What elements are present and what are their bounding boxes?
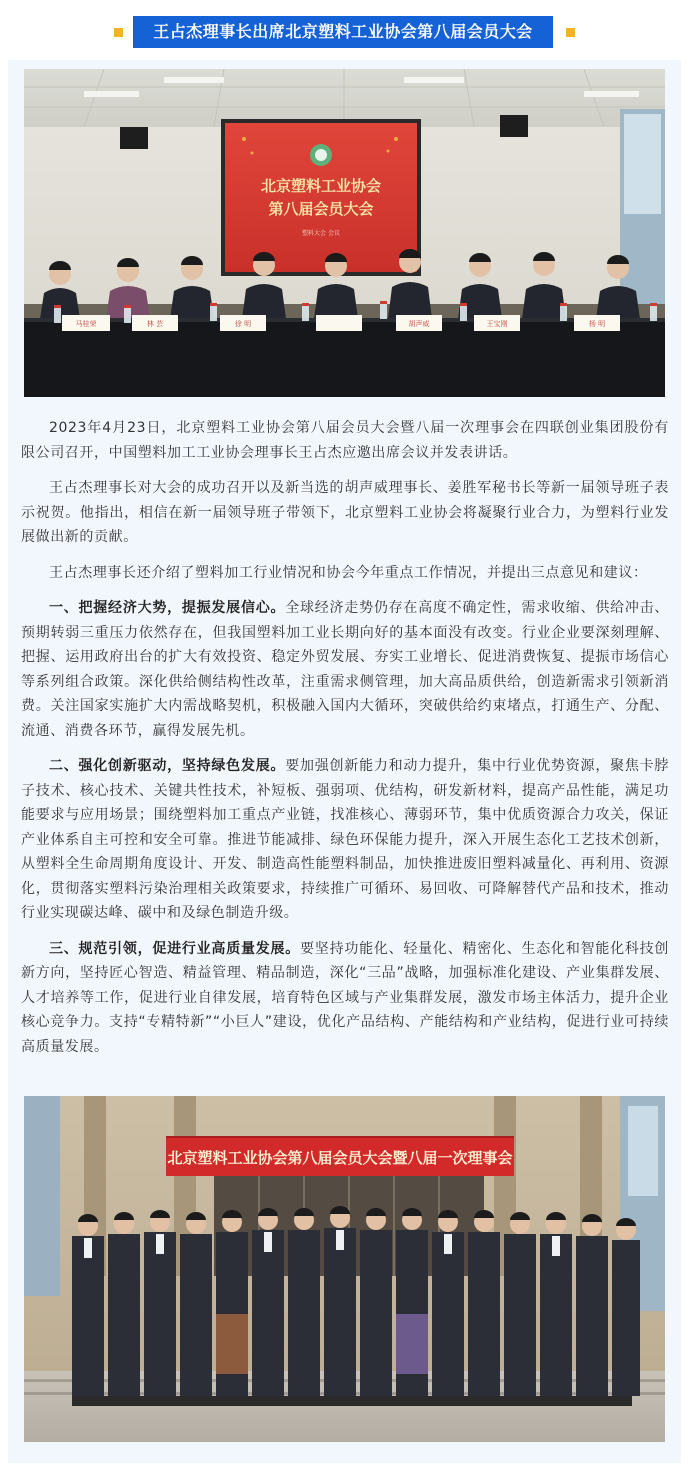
title-bar — [0, 0, 689, 64]
nameplate-3: 徐 明 — [234, 320, 252, 328]
meeting-photo-illustration — [24, 69, 665, 397]
page-title: 王占杰理事长出席北京塑料工业协会第八届会员大会 — [133, 16, 553, 48]
title-left-square — [114, 28, 123, 37]
nameplate-2: 林 芸 — [146, 320, 164, 328]
paragraph-3: 王占杰理事长还介绍了塑料加工行业情况和协会今年重点工作情况，并提出三点意见和建议： — [49, 564, 648, 581]
paragraph-6 — [21, 937, 669, 1060]
group-photo-illustration — [24, 1096, 665, 1442]
banner-text: 北京塑料工业协会第八届会员大会暨八届一次理事会 — [167, 1149, 513, 1167]
nameplate-4: 胡声威 — [408, 320, 430, 328]
group-people — [72, 1206, 640, 1406]
group-photo[interactable] — [24, 1096, 665, 1442]
paragraph-2: 王占杰理事长对大会的成功召开以及新当选的胡声威理事长、姜胜军秘书长等新一届领导班子表示祝贺。他指出，相信在新一届领导班子带领下，北京塑料工业协会将凝聚行业合力，为塑料行业发展做出新的贡献。 — [21, 480, 669, 545]
nameplate-6: 杨 明 — [588, 320, 606, 328]
meeting-photo[interactable] — [24, 69, 665, 397]
paragraph-4-heading: 一、把握经济大势，提振发展信心。 — [49, 600, 286, 616]
title-right-square — [566, 28, 575, 37]
screen-title-line1: 北京塑料工业协会 — [260, 177, 382, 195]
paragraph-6-body: 要坚持功能化、轻量化、精密化、生态化和智能化科技创新方向，坚持匠心智造、精益管理、精品制造，深化“三品”战略，加强标准化建设、产业集群发展、人才培养等工作，促进行业自律发展，培育特色区域与产业集群发展，激发市场主体活力，提升企业核心竞争力。支持“专精特新”“小巨人”建设，优化产品结构、产能结构和产业结构，促进行业可持续高质量发展。 — [21, 940, 670, 1055]
paragraph-4 — [21, 596, 669, 743]
screen-title-line2: 第八届会员大会 — [268, 200, 374, 218]
paragraph-5-body: 要加强创新能力和动力提升，集中行业优势资源，聚焦卡脖子技术、核心技术、关键共性技术，补短板、强弱项、优结构，研发新材料，提高产品性能，满足功能要求与应用场景；围绕塑料加工重点产业链，找准核心、薄弱环节，集中优质资源合力攻关，保证产业体系自主可控和安全可靠。推进节能减排、绿色环保能力提升，深入开展生态化工艺技术创新，从塑料全生命周期角度设计、开发、制造高性能塑料制品，加快推进废旧塑料减量化、再利用、资源化，贯彻落实塑料污染治理相关政策要求，持续推广可循环、易回收、可降解替代产品和技术，推动行业实现碳达峰、碳中和及绿色制造升级。 — [21, 758, 669, 921]
paragraph-5-heading: 二、强化创新驱动，坚持绿色发展。 — [49, 758, 286, 774]
paragraph-5 — [21, 754, 669, 926]
paragraph-4-body: 全球经济走势仍存在高度不确定性，需求收缩、供给冲击、预期转弱三重压力依然存在，但我国塑料加工业长期向好的基本面没有改变。行业企业要深刻理解、把握、运用政府出台的扩大有效投资、稳定外贸发展、夯实工业增长、促进消费恢复、提振市场信心等系列组合政策。深化供给侧结构性改革，注重需求侧管理，加大高品质供给，创造新需求引领新消费。关注国家实施扩大内需战略契机，积极融入国内大循环，突破供给约束堵点，打通生产、分配、流通、消费各环节，赢得发展先机。 — [21, 600, 669, 739]
paragraph-1: 2023年4月23日，北京塑料工业协会第八届会员大会暨八届一次理事会在四联创业集团股份有限公司召开，中国塑料加工工业协会理事长王占杰应邀出席会议并发表讲话。 — [21, 420, 669, 461]
screen-small-text: 塑料大会 会议 — [302, 230, 340, 237]
article-body — [21, 416, 669, 1070]
nameplate-5: 王宝刚 — [486, 320, 508, 328]
nameplate-1: 马桂荣 — [75, 320, 97, 328]
paragraph-6-heading: 三、规范引领，促进行业高质量发展。 — [49, 940, 301, 957]
article-card — [8, 60, 681, 1463]
